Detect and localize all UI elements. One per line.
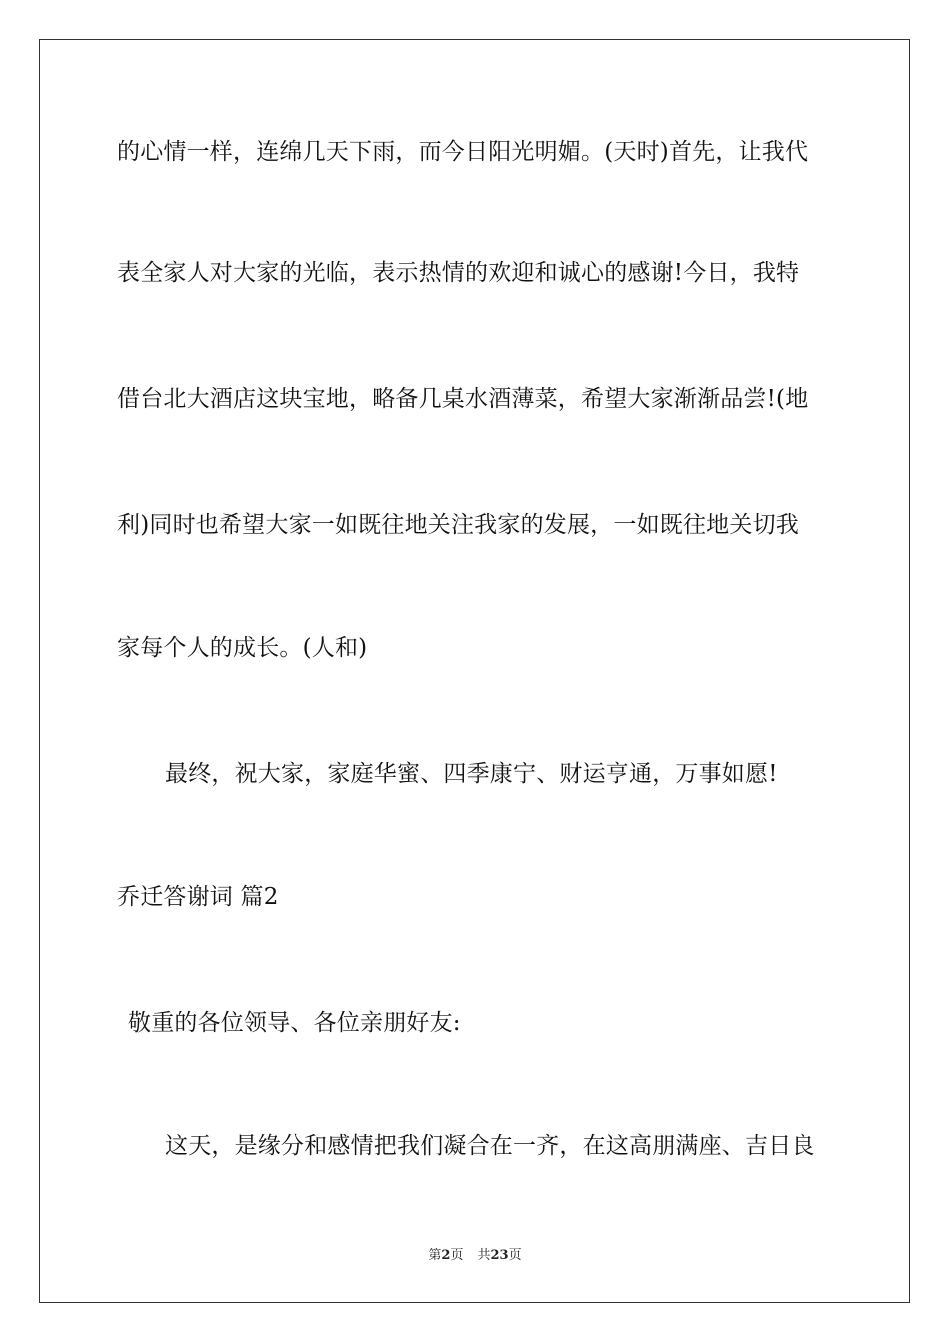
total-pages: 23 <box>490 1248 509 1263</box>
section-heading: 乔迁答谢词 篇2 <box>117 884 279 910</box>
body-line-1: 的心情一样，连绵几天下雨，而今日阳光明媚。(天时)首先，让我代 <box>117 139 809 165</box>
page-suffix: 页 <box>450 1248 464 1263</box>
page-footer <box>0 1248 950 1264</box>
page-number: 2 <box>441 1248 451 1263</box>
body-paragraph-start: 这天，是缘分和感情把我们凝合在一齐，在这高朋满座、吉日良 <box>165 1133 815 1159</box>
page-frame <box>39 39 910 1303</box>
body-line-4: 利)同时也希望大家一如既往地关注我家的发展，一如既往地关切我 <box>117 512 799 538</box>
body-line-5: 家每个人的成长。(人和) <box>117 635 368 661</box>
body-line-3: 借台北大酒店这块宝地，略备几桌水酒薄菜，希望大家渐渐品尝!(地 <box>117 386 809 412</box>
body-line-2: 表全家人对大家的光临，表示热情的欢迎和诚心的感谢!今日，我特 <box>117 260 800 286</box>
salutation: 敬重的各位领导、各位亲朋好友: <box>128 1010 461 1036</box>
page-prefix: 第 <box>428 1248 442 1263</box>
closing-wish-paragraph: 最终，祝大家，家庭华蜜、四季康宁、财运亨通，万事如愿! <box>165 761 778 787</box>
total-suffix: 页 <box>508 1248 522 1263</box>
total-prefix: 共 <box>477 1248 491 1263</box>
